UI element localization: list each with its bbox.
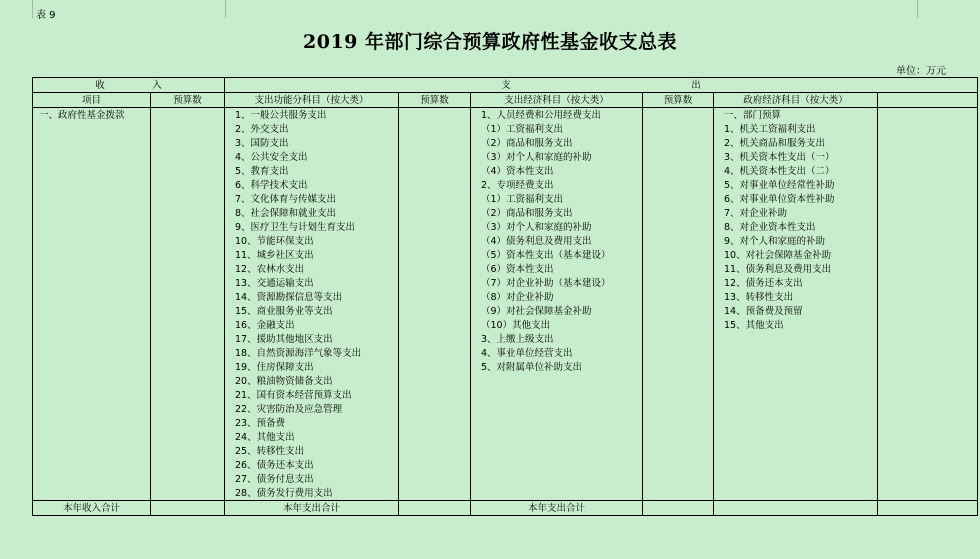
income-item <box>33 164 151 178</box>
amount-cell <box>878 332 978 346</box>
amount-cell <box>643 444 714 458</box>
column-header: 预算数 <box>399 93 471 108</box>
economic-item: （8）对企业补助 <box>471 290 643 304</box>
economic-item: 1、人员经费和公用经费支出 <box>471 108 643 123</box>
economic-item: 3、上缴上级支出 <box>471 332 643 346</box>
grid-line <box>917 0 918 18</box>
government-item <box>714 388 878 402</box>
economic-item <box>471 472 643 486</box>
amount-cell <box>399 360 471 374</box>
amount-cell <box>151 122 225 136</box>
income-item <box>33 458 151 472</box>
functional-item: 7、文化体育与传媒支出 <box>225 192 399 206</box>
amount-cell <box>878 192 978 206</box>
amount-cell <box>878 416 978 430</box>
income-item <box>33 416 151 430</box>
government-item: 12、债务还本支出 <box>714 276 878 290</box>
amount-cell <box>643 206 714 220</box>
amount-cell <box>399 276 471 290</box>
amount-cell <box>399 248 471 262</box>
amount-cell <box>878 108 978 123</box>
expense-header: 支 出 <box>225 78 978 93</box>
amount-cell <box>643 234 714 248</box>
amount-cell <box>878 486 978 501</box>
amount-cell <box>151 388 225 402</box>
government-item: 15、其他支出 <box>714 318 878 332</box>
table-row <box>33 472 978 486</box>
economic-item: （3）对个人和家庭的补助 <box>471 150 643 164</box>
income-item <box>33 360 151 374</box>
table-row <box>33 374 978 388</box>
income-item <box>33 192 151 206</box>
amount-cell <box>643 276 714 290</box>
table-row <box>33 262 978 276</box>
amount-cell <box>878 234 978 248</box>
government-item: 9、对个人和家庭的补助 <box>714 234 878 248</box>
amount-cell <box>643 486 714 501</box>
functional-item: 18、自然资源海洋气象等支出 <box>225 346 399 360</box>
functional-item: 14、资源勘探信息等支出 <box>225 290 399 304</box>
amount-cell <box>643 472 714 486</box>
economic-item <box>471 416 643 430</box>
column-header: 预算数 <box>151 93 225 108</box>
amount-cell <box>151 164 225 178</box>
column-header: 政府经济科目（按大类） <box>714 93 878 108</box>
government-item: 11、债务利息及费用支出 <box>714 262 878 276</box>
economic-item <box>471 402 643 416</box>
amount-cell <box>878 360 978 374</box>
functional-total-label: 本年支出合计 <box>225 501 399 516</box>
amount-cell <box>151 486 225 501</box>
economic-item: （2）商品和服务支出 <box>471 206 643 220</box>
economic-total-label: 本年支出合计 <box>471 501 643 516</box>
income-item <box>33 402 151 416</box>
government-item <box>714 486 878 501</box>
amount-cell <box>151 430 225 444</box>
amount-cell <box>878 458 978 472</box>
amount-cell <box>399 164 471 178</box>
government-item: 3、机关资本性支出（一） <box>714 150 878 164</box>
table-row <box>33 122 978 136</box>
amount-cell <box>878 276 978 290</box>
amount-cell <box>878 374 978 388</box>
income-item <box>33 122 151 136</box>
amount-cell <box>643 458 714 472</box>
government-item <box>714 374 878 388</box>
column-header: 支出功能分科目（按大类） <box>225 93 399 108</box>
amount-cell <box>399 108 471 123</box>
amount-cell <box>399 192 471 206</box>
functional-item: 28、债务发行费用支出 <box>225 486 399 501</box>
amount-cell <box>643 150 714 164</box>
table-row <box>33 346 978 360</box>
economic-item <box>471 486 643 501</box>
functional-item: 19、住房保障支出 <box>225 360 399 374</box>
functional-item: 17、援助其他地区支出 <box>225 332 399 346</box>
amount-cell <box>878 150 978 164</box>
amount-cell <box>643 178 714 192</box>
income-item <box>33 430 151 444</box>
functional-item: 5、教育支出 <box>225 164 399 178</box>
economic-total-value <box>643 501 714 516</box>
amount-cell <box>878 262 978 276</box>
amount-cell <box>151 290 225 304</box>
income-item <box>33 346 151 360</box>
column-header: 预算数 <box>643 93 714 108</box>
amount-cell <box>878 304 978 318</box>
economic-item <box>471 458 643 472</box>
amount-cell <box>151 248 225 262</box>
economic-item: （7）对企业补助（基本建设） <box>471 276 643 290</box>
income-item <box>33 332 151 346</box>
amount-cell <box>151 374 225 388</box>
amount-cell <box>399 290 471 304</box>
government-item <box>714 458 878 472</box>
income-total-value <box>151 501 225 516</box>
amount-cell <box>399 430 471 444</box>
amount-cell <box>399 374 471 388</box>
functional-item: 8、社会保障和就业支出 <box>225 206 399 220</box>
economic-item: 5、对附属单位补助支出 <box>471 360 643 374</box>
table-row <box>33 458 978 472</box>
amount-cell <box>151 332 225 346</box>
government-item: 5、对事业单位经常性补助 <box>714 178 878 192</box>
income-item <box>33 318 151 332</box>
government-item <box>714 346 878 360</box>
amount-cell <box>151 304 225 318</box>
amount-cell <box>878 178 978 192</box>
amount-cell <box>399 332 471 346</box>
amount-cell <box>643 122 714 136</box>
government-item <box>714 430 878 444</box>
functional-item: 6、科学技术支出 <box>225 178 399 192</box>
functional-total-value <box>399 501 471 516</box>
amount-cell <box>151 150 225 164</box>
functional-item: 25、转移性支出 <box>225 444 399 458</box>
economic-item <box>471 430 643 444</box>
amount-cell <box>151 318 225 332</box>
amount-cell <box>151 262 225 276</box>
income-total-label: 本年收入合计 <box>33 501 151 516</box>
table-row <box>33 388 978 402</box>
functional-item: 4、公共安全支出 <box>225 150 399 164</box>
functional-item: 10、节能环保支出 <box>225 234 399 248</box>
economic-item: （2）商品和服务支出 <box>471 136 643 150</box>
amount-cell <box>643 318 714 332</box>
amount-cell <box>643 164 714 178</box>
economic-item: （10）其他支出 <box>471 318 643 332</box>
header-row-groups <box>33 78 978 93</box>
table-row <box>33 164 978 178</box>
amount-cell <box>399 458 471 472</box>
economic-item: 4、事业单位经营支出 <box>471 346 643 360</box>
amount-cell <box>878 136 978 150</box>
income-item <box>33 388 151 402</box>
income-header: 收 入 <box>33 78 225 93</box>
amount-cell <box>399 402 471 416</box>
table-row <box>33 402 978 416</box>
grid-line <box>32 0 33 18</box>
amount-cell <box>643 220 714 234</box>
government-item: 7、对企业补助 <box>714 206 878 220</box>
amount-cell <box>878 220 978 234</box>
functional-item: 11、城乡社区支出 <box>225 248 399 262</box>
amount-cell <box>399 206 471 220</box>
income-item <box>33 374 151 388</box>
income-item <box>33 178 151 192</box>
budget-table <box>32 77 978 516</box>
economic-item: （1）工资福利支出 <box>471 192 643 206</box>
amount-cell <box>151 402 225 416</box>
economic-item <box>471 388 643 402</box>
functional-item: 9、医疗卫生与计划生育支出 <box>225 220 399 234</box>
amount-cell <box>151 360 225 374</box>
amount-cell <box>643 374 714 388</box>
table-row <box>33 430 978 444</box>
income-item <box>33 444 151 458</box>
functional-item: 20、粮油物资储备支出 <box>225 374 399 388</box>
functional-item: 13、交通运输支出 <box>225 276 399 290</box>
amount-cell <box>643 304 714 318</box>
functional-item: 22、灾害防治及应急管理 <box>225 402 399 416</box>
amount-cell <box>399 472 471 486</box>
amount-cell <box>399 122 471 136</box>
income-item <box>33 248 151 262</box>
economic-item: （1）工资福利支出 <box>471 122 643 136</box>
amount-cell <box>878 402 978 416</box>
functional-item: 3、国防支出 <box>225 136 399 150</box>
economic-item: （3）对个人和家庭的补助 <box>471 220 643 234</box>
amount-cell <box>151 276 225 290</box>
amount-cell <box>643 192 714 206</box>
amount-cell <box>878 122 978 136</box>
table-row <box>33 248 978 262</box>
amount-cell <box>399 304 471 318</box>
economic-item: （5）资本性支出（基本建设） <box>471 248 643 262</box>
table-row <box>33 108 978 123</box>
amount-cell <box>878 248 978 262</box>
table-row <box>33 332 978 346</box>
functional-item: 23、预备费 <box>225 416 399 430</box>
amount-cell <box>151 346 225 360</box>
economic-item: 2、专项经费支出 <box>471 178 643 192</box>
income-item <box>33 304 151 318</box>
functional-item: 16、金融支出 <box>225 318 399 332</box>
functional-item: 24、其他支出 <box>225 430 399 444</box>
amount-cell <box>878 290 978 304</box>
amount-cell <box>399 486 471 501</box>
table-row <box>33 318 978 332</box>
government-total-label <box>714 501 878 516</box>
table-row <box>33 416 978 430</box>
government-item: 2、机关商品和服务支出 <box>714 136 878 150</box>
amount-cell <box>399 136 471 150</box>
functional-item: 1、一般公共服务支出 <box>225 108 399 123</box>
economic-item: （4）资本性支出 <box>471 164 643 178</box>
income-item <box>33 276 151 290</box>
table-row <box>33 178 978 192</box>
amount-cell <box>151 192 225 206</box>
amount-cell <box>643 416 714 430</box>
amount-cell <box>399 234 471 248</box>
amount-cell <box>399 416 471 430</box>
amount-cell <box>151 416 225 430</box>
amount-cell <box>151 206 225 220</box>
functional-item: 2、外交支出 <box>225 122 399 136</box>
income-item <box>33 486 151 501</box>
economic-item: （6）资本性支出 <box>471 262 643 276</box>
income-item <box>33 290 151 304</box>
income-item <box>33 234 151 248</box>
table-row <box>33 486 978 501</box>
government-total-value <box>878 501 978 516</box>
amount-cell <box>399 346 471 360</box>
income-item <box>33 220 151 234</box>
table-row <box>33 150 978 164</box>
amount-cell <box>399 178 471 192</box>
table-row <box>33 220 978 234</box>
amount-cell <box>878 444 978 458</box>
government-item: 10、对社会保障基金补助 <box>714 248 878 262</box>
functional-item: 12、农林水支出 <box>225 262 399 276</box>
amount-cell <box>643 402 714 416</box>
sheet-label: 表 9 <box>36 10 56 21</box>
amount-cell <box>643 360 714 374</box>
amount-cell <box>878 430 978 444</box>
column-header: 项目 <box>33 93 151 108</box>
table-row <box>33 304 978 318</box>
government-item: 14、预备费及预留 <box>714 304 878 318</box>
government-item: 13、转移性支出 <box>714 290 878 304</box>
column-header: 支出经济科目（按大类） <box>471 93 643 108</box>
functional-item: 26、债务还本支出 <box>225 458 399 472</box>
amount-cell <box>151 178 225 192</box>
functional-item: 21、国有资本经营预算支出 <box>225 388 399 402</box>
amount-cell <box>643 108 714 123</box>
amount-cell <box>399 262 471 276</box>
table-row <box>33 276 978 290</box>
government-item <box>714 472 878 486</box>
functional-item: 15、商业服务业等支出 <box>225 304 399 318</box>
amount-cell <box>151 458 225 472</box>
amount-cell <box>878 318 978 332</box>
amount-cell <box>643 136 714 150</box>
column-header <box>878 93 978 108</box>
income-item: 一、政府性基金拨款 <box>33 108 151 123</box>
government-item <box>714 360 878 374</box>
government-item <box>714 416 878 430</box>
amount-cell <box>399 220 471 234</box>
government-item: 1、机关工资福利支出 <box>714 122 878 136</box>
amount-cell <box>643 332 714 346</box>
economic-item <box>471 444 643 458</box>
amount-cell <box>151 108 225 123</box>
government-item: 一、部门预算 <box>714 108 878 123</box>
table-row <box>33 290 978 304</box>
amount-cell <box>151 444 225 458</box>
income-item <box>33 262 151 276</box>
table-row <box>33 360 978 374</box>
amount-cell <box>643 388 714 402</box>
economic-item <box>471 374 643 388</box>
table-row <box>33 444 978 458</box>
amount-cell <box>878 206 978 220</box>
government-item: 8、对企业资本性支出 <box>714 220 878 234</box>
table-row <box>33 192 978 206</box>
header-row-columns <box>33 93 978 108</box>
amount-cell <box>399 388 471 402</box>
income-item <box>33 136 151 150</box>
amount-cell <box>399 444 471 458</box>
table-row <box>33 234 978 248</box>
amount-cell <box>878 472 978 486</box>
page-title: 2019 年部门综合预算政府性基金收支总表 <box>303 31 677 53</box>
amount-cell <box>878 388 978 402</box>
amount-cell <box>878 346 978 360</box>
amount-cell <box>643 262 714 276</box>
amount-cell <box>878 164 978 178</box>
government-item <box>714 444 878 458</box>
government-item: 4、机关资本性支出（二） <box>714 164 878 178</box>
amount-cell <box>151 220 225 234</box>
unit-label: 单位：万元 <box>896 66 946 77</box>
government-item <box>714 332 878 346</box>
totals-row <box>33 501 978 516</box>
table-row <box>33 206 978 220</box>
economic-item: （9）对社会保障基金补助 <box>471 304 643 318</box>
government-item <box>714 402 878 416</box>
amount-cell <box>151 472 225 486</box>
amount-cell <box>399 318 471 332</box>
amount-cell <box>643 248 714 262</box>
amount-cell <box>643 430 714 444</box>
table-row <box>33 136 978 150</box>
income-item <box>33 206 151 220</box>
government-item: 6、对事业单位资本性补助 <box>714 192 878 206</box>
income-item <box>33 150 151 164</box>
amount-cell <box>643 346 714 360</box>
grid-line <box>225 0 226 18</box>
functional-item: 27、债务付息支出 <box>225 472 399 486</box>
income-item <box>33 472 151 486</box>
amount-cell <box>399 150 471 164</box>
amount-cell <box>151 136 225 150</box>
amount-cell <box>643 290 714 304</box>
economic-item: （4）债务利息及费用支出 <box>471 234 643 248</box>
amount-cell <box>151 234 225 248</box>
